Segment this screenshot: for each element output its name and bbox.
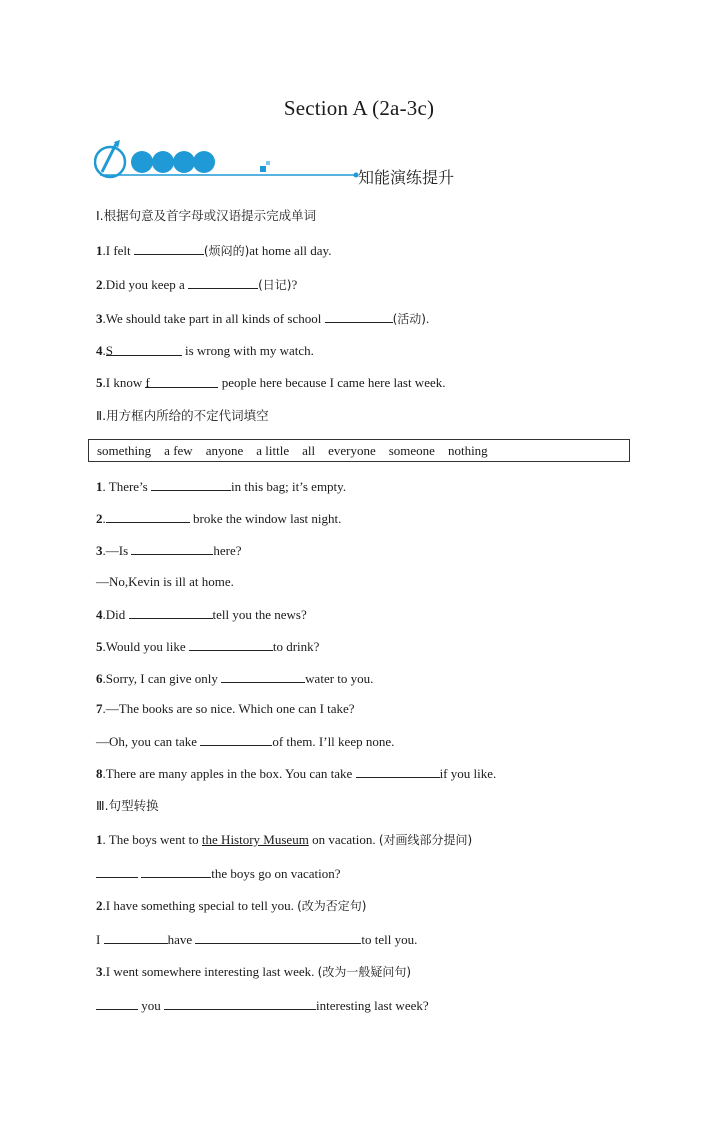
answer-blank[interactable] — [188, 275, 258, 289]
part3-answer-1: the boys go on vacation? — [96, 864, 341, 883]
banner-text: 知能演练提升 — [358, 168, 455, 187]
underlined-phrase: the History Museum — [201, 832, 309, 847]
word-bank-word: someone — [388, 442, 435, 458]
part3-answer-2: I have to tell you. — [96, 932, 418, 947]
part2-item-6: 6.Sorry, I can give only water to you. — [96, 671, 374, 686]
part2-item-3-reply: —No,Kevin is ill at home. — [96, 574, 234, 589]
answer-blank[interactable] — [134, 241, 204, 255]
part3-heading: Ⅲ.句型转换 — [96, 798, 159, 813]
part1-item-2: 2.Did you keep a (日记)? — [96, 277, 298, 292]
answer-blank[interactable] — [221, 669, 305, 683]
answer-blank[interactable] — [164, 996, 316, 1010]
part2-item-8: 8.There are many apples in the box. You can take if you like. — [96, 766, 497, 781]
answer-blank[interactable] — [325, 309, 393, 323]
answer-blank[interactable] — [189, 637, 273, 651]
word-bank-word: a little — [256, 442, 290, 458]
part1-item-1: 1.I felt (烦闷的)at home all day. — [96, 243, 332, 258]
part1-item-4: 4.S is wrong with my watch. — [96, 343, 314, 358]
part3-item-3: 3.I went somewhere interesting last week. (改为一般疑问句) — [96, 964, 412, 979]
part3-answer-3: you interesting last week? — [96, 996, 429, 1015]
part2-item-2: 2. broke the window last night. — [96, 511, 342, 526]
part2-item-7-reply: —Oh, you can take of them. I’ll keep none. — [96, 734, 395, 749]
word-bank-word: a few — [164, 442, 193, 458]
word-bank-word: nothing — [447, 442, 488, 458]
part1-item-3: 3.We should take part in all kinds of school (活动). — [96, 311, 430, 326]
word-bank-word: something — [97, 442, 152, 458]
answer-blank[interactable] — [96, 864, 138, 878]
answer-blank[interactable] — [356, 764, 440, 778]
part2-item-1: 1. There’s in this bag; it’s empty. — [96, 479, 347, 494]
part2-item-7: 7.—The books are so nice. Which one can I take? — [96, 701, 355, 716]
answer-blank[interactable] — [141, 864, 211, 878]
part1-item-5: 5.I know f people here because I came here last week. — [96, 375, 446, 390]
part2-item-4: 4.Did tell you the news? — [96, 607, 307, 622]
part3-item-1: 1. The boys went to the History Museum on vacation. (对画线部分提问) — [96, 832, 473, 847]
word-bank-word: everyone — [328, 442, 376, 458]
answer-blank[interactable] — [96, 996, 138, 1010]
answer-blank[interactable] — [106, 509, 190, 523]
word-bank-word: anyone — [205, 442, 244, 458]
answer-blank[interactable] — [195, 930, 361, 944]
answer-blank[interactable] — [151, 477, 231, 491]
answer-blank[interactable] — [129, 605, 213, 619]
word-bank-word: all — [302, 442, 316, 458]
part1-heading: Ⅰ.根据句意及首字母或汉语提示完成单词 — [96, 208, 317, 223]
answer-blank[interactable] — [200, 732, 272, 746]
part3-item-2: 2.I have something special to tell you. (改为否定句) — [96, 898, 367, 913]
page-title: Section A (2a-3c) — [283, 96, 435, 120]
part2-heading: Ⅱ.用方框内所给的不定代词填空 — [96, 408, 269, 423]
part2-item-3: 3.—Is here? — [96, 543, 242, 558]
answer-blank[interactable] — [104, 930, 168, 944]
answer-blank[interactable]: S — [106, 342, 182, 356]
part2-item-5: 5.Would you like to drink? — [96, 639, 320, 654]
word-bank-box — [88, 439, 630, 462]
answer-blank[interactable] — [131, 541, 213, 555]
answer-blank[interactable]: f — [145, 374, 218, 388]
